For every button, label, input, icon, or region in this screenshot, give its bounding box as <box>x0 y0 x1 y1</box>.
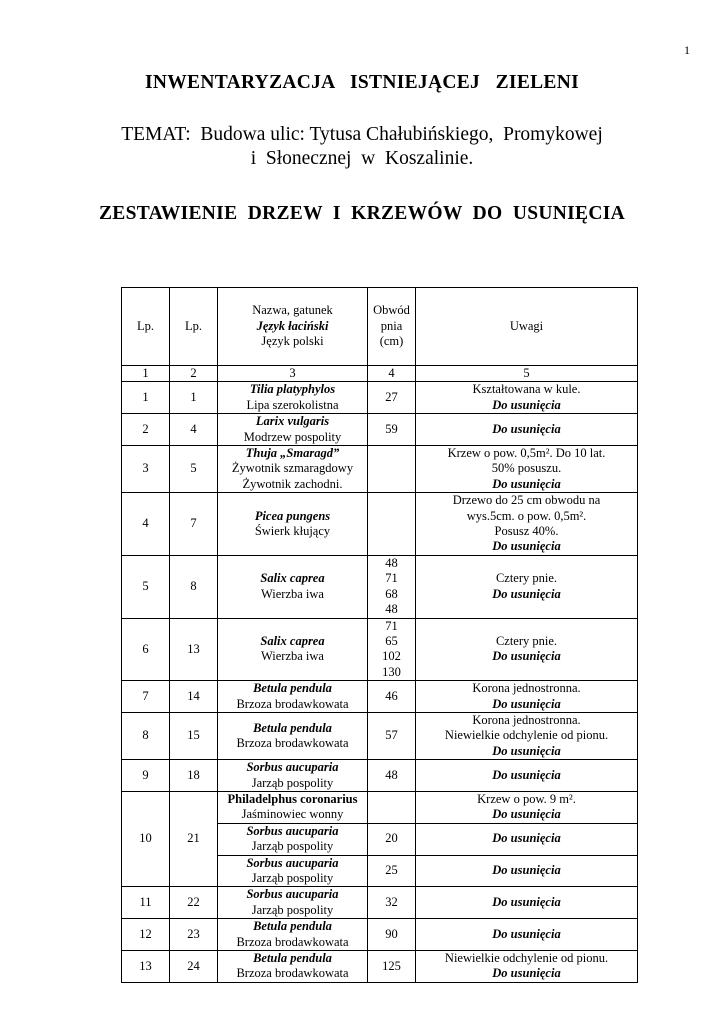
species-cell <box>218 951 368 983</box>
note-text: Korona jednostronna. <box>472 712 581 727</box>
note-text: Krzew o pow. 0,5m². Do 10 lat. <box>447 446 606 461</box>
species-cell <box>218 493 368 556</box>
circumference-cell <box>368 681 416 713</box>
removal-note: Do usunięcia <box>492 863 561 878</box>
note-text: Kształtowana w kule. <box>472 382 581 397</box>
column-number-row <box>122 366 638 382</box>
notes-cell <box>416 919 638 951</box>
latin-name: Betula pendula <box>253 951 332 966</box>
polish-name: Żywotnik szmaragdowy <box>231 461 354 476</box>
latin-name: Tilia platyphylos <box>249 382 336 397</box>
species-cell <box>218 618 368 681</box>
notes-cell <box>416 382 638 414</box>
circumference-value: 71 <box>385 571 398 586</box>
page-number: 1 <box>684 43 690 57</box>
circumference-value: 46 <box>385 688 398 703</box>
polish-name: Brzoza brodawkowata <box>236 736 349 751</box>
row-lp: 4 <box>122 493 170 556</box>
table-row <box>122 712 638 759</box>
column-number: 2 <box>170 366 218 382</box>
removal-note: Do usunięcia <box>492 767 561 782</box>
table-row <box>122 887 638 919</box>
row-lp: 7 <box>122 681 170 713</box>
latin-name: Sorbus aucuparia <box>246 760 339 775</box>
table-row <box>122 446 638 493</box>
removal-note: Do usunięcia <box>492 926 561 941</box>
notes-cell <box>416 618 638 681</box>
table-row <box>122 951 638 983</box>
row-number: 18 <box>170 760 218 792</box>
circumference-cell <box>368 855 416 887</box>
notes-cell <box>416 823 638 855</box>
species-cell <box>218 919 368 951</box>
species-cell <box>218 760 368 792</box>
table-row <box>122 760 638 792</box>
table-row <box>122 681 638 713</box>
latin-name: Sorbus aucuparia <box>246 887 339 902</box>
row-number: 24 <box>170 951 218 983</box>
table-header-row <box>122 288 638 366</box>
document-subtitle: ZESTAWIENIE DRZEW I KRZEWÓW DO USUNIĘCIA <box>98 203 626 224</box>
circumference-cell <box>368 414 416 446</box>
latin-name: Picea pungens <box>254 508 331 523</box>
latin-name: Betula pendula <box>253 720 332 735</box>
row-lp: 6 <box>122 618 170 681</box>
circumference-cell <box>368 760 416 792</box>
row-number: 22 <box>170 887 218 919</box>
polish-name: Jarząb pospolity <box>251 871 334 885</box>
row-lp: 9 <box>122 760 170 792</box>
circumference-cell <box>368 887 416 919</box>
header-lp-2: Lp. <box>170 288 218 366</box>
notes-cell <box>416 887 638 919</box>
row-number: 1 <box>170 382 218 414</box>
notes-cell <box>416 855 638 887</box>
circumference-cell <box>368 712 416 759</box>
topic-line-2: i Słonecznej w Koszalinie. <box>250 148 474 169</box>
circumference-cell <box>368 618 416 681</box>
column-number: 1 <box>122 366 170 382</box>
table-row <box>122 414 638 446</box>
circumference-cell <box>368 791 416 823</box>
notes-cell <box>416 791 638 823</box>
header-name-line-2: Język łaciński <box>256 318 329 333</box>
topic <box>0 123 724 171</box>
row-lp: 2 <box>122 414 170 446</box>
inventory-table <box>121 287 638 983</box>
row-number: 14 <box>170 681 218 713</box>
row-number: 21 <box>170 791 218 886</box>
table-row <box>122 382 638 414</box>
latin-name: Sorbus aucuparia <box>246 823 339 838</box>
latin-name: Betula pendula <box>253 919 332 934</box>
notes-cell <box>416 414 638 446</box>
circumference-value: 68 <box>385 586 398 601</box>
removal-note: Do usunięcia <box>492 586 561 601</box>
circumference-cell <box>368 446 416 493</box>
circumference-cell <box>368 382 416 414</box>
removal-note: Do usunięcia <box>492 421 561 436</box>
removal-note: Do usunięcia <box>492 895 561 910</box>
circumference-cell <box>368 555 416 618</box>
circumference-value: 25 <box>385 863 398 878</box>
row-number: 4 <box>170 414 218 446</box>
removal-note: Do usunięcia <box>492 743 561 758</box>
row-lp: 10 <box>122 791 170 886</box>
row-number: 7 <box>170 493 218 556</box>
circumference-cell <box>368 951 416 983</box>
circumference-value: 57 <box>385 728 398 743</box>
row-lp: 1 <box>122 382 170 414</box>
polish-name: Brzoza brodawkowata <box>236 934 349 949</box>
note-text: Korona jednostronna. <box>472 681 581 696</box>
polish-name: Jarząb pospolity <box>251 775 334 790</box>
latin-name: Larix vulgaris <box>255 414 330 429</box>
polish-name: Wierzba iwa <box>260 586 324 601</box>
table-row <box>122 555 638 618</box>
note-text: Cztery pnie. <box>495 571 558 586</box>
notes-cell <box>416 951 638 983</box>
species-cell <box>218 791 368 823</box>
table-row <box>122 493 638 556</box>
species-cell <box>218 681 368 713</box>
circumference-value: 48 <box>385 555 398 570</box>
notes-cell <box>416 712 638 759</box>
circumference-value: 102 <box>382 649 401 664</box>
circumference-value: 27 <box>385 390 398 405</box>
circumference-value: 59 <box>385 421 398 436</box>
header-circ-line-2: pnia <box>380 318 403 333</box>
polish-name: Jarząb pospolity <box>251 902 334 917</box>
table-row <box>122 618 638 681</box>
note-text: Niewielkie odchylenie od pionu. <box>444 728 609 743</box>
header-circumference <box>368 288 416 366</box>
row-lp: 12 <box>122 919 170 951</box>
circumference-value: 20 <box>385 831 398 846</box>
header-circ-line-3: (cm) <box>379 334 404 349</box>
latin-name: Sorbus aucuparia <box>246 855 339 870</box>
polish-name: Lipa szerokolistna <box>246 397 339 412</box>
polish-name: Jarząb pospolity <box>251 839 334 854</box>
species-cell <box>218 823 368 855</box>
row-number: 23 <box>170 919 218 951</box>
circumference-value: 125 <box>382 958 401 973</box>
circumference-cell <box>368 823 416 855</box>
polish-name: Świerk kłujący <box>254 524 331 539</box>
table-row <box>122 919 638 951</box>
species-cell <box>218 414 368 446</box>
species-cell <box>218 555 368 618</box>
notes-cell <box>416 681 638 713</box>
circumference-cell <box>368 493 416 556</box>
circumference-value: 90 <box>385 926 398 941</box>
removal-note: Do usunięcia <box>492 966 561 981</box>
circumference-cell <box>368 919 416 951</box>
circumference-value: 130 <box>382 664 401 679</box>
polish-name: Modrzew pospolity <box>243 429 342 444</box>
row-lp: 3 <box>122 446 170 493</box>
row-number: 5 <box>170 446 218 493</box>
header-name-line-1: Nazwa, gatunek <box>252 303 333 318</box>
document-title: INWENTARYZACJA ISTNIEJĄCEJ ZIELENI <box>144 72 580 93</box>
table-row <box>122 791 638 823</box>
note-text: 50% posuszu. <box>491 461 562 476</box>
removal-note: Do usunięcia <box>492 649 561 664</box>
circumference-value: 71 <box>385 618 398 633</box>
column-number: 4 <box>368 366 416 382</box>
species-cell <box>218 382 368 414</box>
latin-name: Philadelphus coronarius <box>227 791 358 806</box>
row-lp: 13 <box>122 951 170 983</box>
circumference-value: 65 <box>385 633 398 648</box>
row-lp: 11 <box>122 887 170 919</box>
notes-cell <box>416 446 638 493</box>
row-number: 8 <box>170 555 218 618</box>
header-notes: Uwagi <box>416 288 638 366</box>
note-text: wys.5cm. o pow. 0,5m². <box>466 508 587 523</box>
row-lp: 5 <box>122 555 170 618</box>
note-text: Drzewo do 25 cm obwodu na <box>452 493 601 508</box>
removal-note: Do usunięcia <box>492 539 561 554</box>
notes-cell <box>416 493 638 556</box>
removal-note: Do usunięcia <box>492 397 561 412</box>
polish-name: Jaśminowiec wonny <box>241 807 344 822</box>
note-text: Krzew o pow. 9 m². <box>477 791 576 806</box>
latin-name: Thuja „Smaragd” <box>245 446 340 461</box>
latin-name: Betula pendula <box>253 681 332 696</box>
latin-name: Salix caprea <box>260 633 325 648</box>
latin-name: Salix caprea <box>260 571 325 586</box>
species-cell <box>218 887 368 919</box>
note-text: Cztery pnie. <box>495 633 558 648</box>
note-text: Posusz 40%. <box>494 524 559 539</box>
removal-note: Do usunięcia <box>492 476 561 491</box>
circumference-value: 32 <box>385 895 398 910</box>
polish-name: Żywotnik zachodni. <box>242 476 343 491</box>
species-cell <box>218 446 368 493</box>
polish-name: Brzoza brodawkowata <box>236 696 349 711</box>
column-number: 3 <box>218 366 368 382</box>
header-name-line-3: Język polski <box>261 334 324 349</box>
removal-note: Do usunięcia <box>492 831 561 846</box>
row-lp: 8 <box>122 712 170 759</box>
header-name <box>218 288 368 366</box>
notes-cell <box>416 760 638 792</box>
header-circ-line-1: Obwód <box>373 303 410 318</box>
note-text: Niewielkie odchylenie od pionu. <box>444 951 609 966</box>
species-cell <box>218 855 368 887</box>
removal-note: Do usunięcia <box>492 696 561 711</box>
polish-name: Wierzba iwa <box>260 649 324 664</box>
species-cell <box>218 712 368 759</box>
polish-name: Brzoza brodawkowata <box>236 966 349 981</box>
row-number: 13 <box>170 618 218 681</box>
topic-line-1: TEMAT: Budowa ulic: Tytusa Chałubińskiego, Promykowej <box>121 124 603 145</box>
header-lp-1: Lp. <box>122 288 170 366</box>
circumference-value: 48 <box>385 767 398 782</box>
row-number: 15 <box>170 712 218 759</box>
column-number: 5 <box>416 366 638 382</box>
circumference-value: 48 <box>385 602 398 617</box>
notes-cell <box>416 555 638 618</box>
removal-note: Do usunięcia <box>492 807 561 822</box>
